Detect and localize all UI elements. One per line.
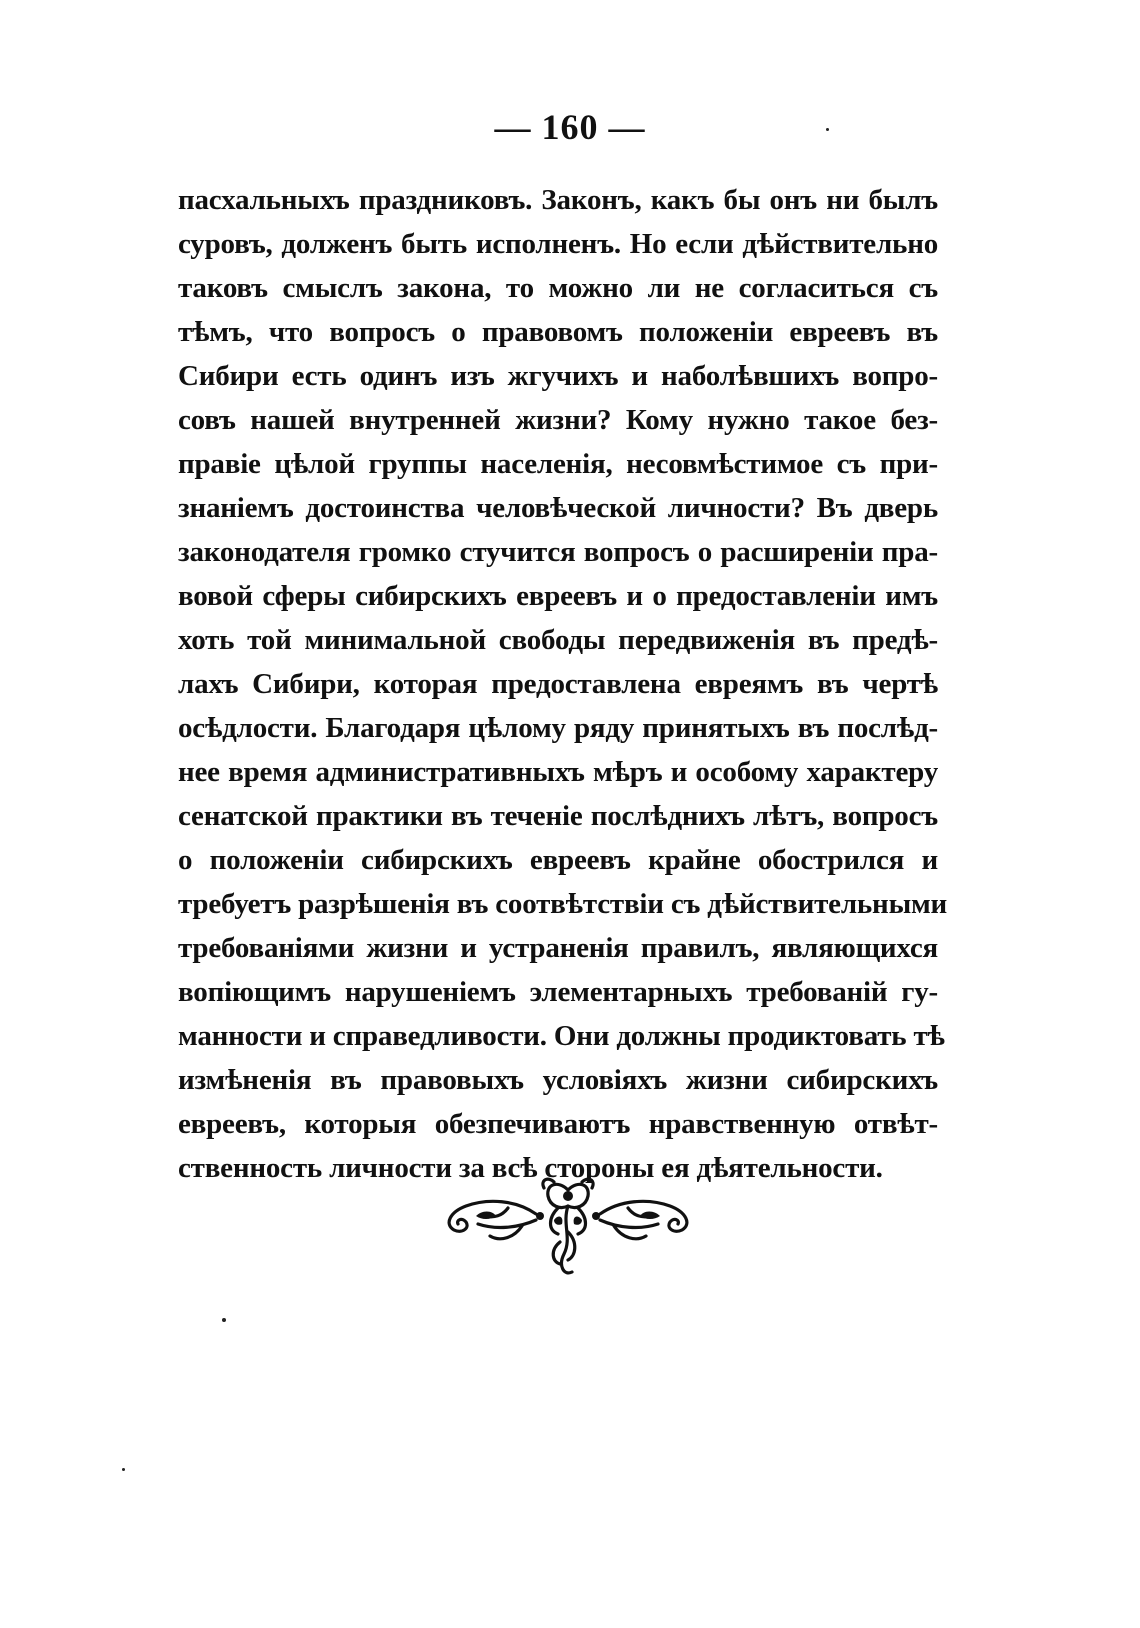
page-number: — 160 — xyxy=(494,107,646,147)
text-line: правіе цѣлой группы населенія, несовмѣстимое съ при- xyxy=(178,448,938,480)
text-line: совъ нашей внутренней жизни? Кому нужно такое без- xyxy=(178,404,938,436)
text-line: вовой сферы сибирскихъ евреевъ и о предоставленіи имъ xyxy=(178,580,938,612)
text-line: тѣмъ, что вопросъ о правовомъ положеніи евреевъ въ xyxy=(178,316,938,348)
floral-ornament-icon xyxy=(436,1172,700,1282)
text-line: осѣдлости. Благодаря цѣлому ряду принятыхъ въ послѣд- xyxy=(178,712,938,744)
text-line: хоть той минимальной свободы передвиженія въ предѣ- xyxy=(178,624,938,656)
text-line: требованіями жизни и устраненія правилъ, являющихся xyxy=(178,932,938,964)
text-line: вопіющимъ нарушеніемъ элементарныхъ требованій гу- xyxy=(178,976,938,1008)
text-line: знаніемъ достоинства человѣческой личности? Въ дверь xyxy=(178,492,938,524)
text-line: манности и справедливости. Они должны продиктовать тѣ xyxy=(178,1020,945,1052)
text-line: нее время административныхъ мѣръ и особому характеру xyxy=(178,756,938,788)
text-line: ственность личности за всѣ стороны ея дѣятельности. xyxy=(178,1152,883,1184)
text-line: законодателя громко стучится вопросъ о расширеніи пра- xyxy=(178,536,938,568)
text-line: лахъ Сибири, которая предоставлена евреямъ въ чертѣ xyxy=(178,668,938,700)
text-line: измѣненія въ правовыхъ условіяхъ жизни сибирскихъ xyxy=(178,1064,938,1096)
text-line: требуетъ разрѣшенія въ соотвѣтствіи съ дѣйствительными xyxy=(178,888,948,920)
text-line: о положеніи сибирскихъ евреевъ крайне обострился и xyxy=(178,844,938,876)
print-speck xyxy=(222,1318,226,1322)
print-speck xyxy=(826,128,829,131)
text-line: Сибири есть одинъ изъ жгучихъ и наболѣвшихъ вопро- xyxy=(178,360,938,392)
text-line: евреевъ, которыя обезпечиваютъ нравственную отвѣт- xyxy=(178,1108,938,1140)
text-line: сенатской практики въ теченіе послѣднихъ лѣтъ, вопросъ xyxy=(178,800,938,832)
print-speck xyxy=(122,1468,125,1471)
text-line: пасхальныхъ праздниковъ. Законъ, какъ бы онъ ни былъ xyxy=(178,184,938,216)
body-text xyxy=(178,178,948,1190)
text-line: суровъ, долженъ быть исполненъ. Но если дѣйствительно xyxy=(178,228,938,260)
text-line: таковъ смыслъ закона, то можно ли не согласиться съ xyxy=(178,272,938,304)
